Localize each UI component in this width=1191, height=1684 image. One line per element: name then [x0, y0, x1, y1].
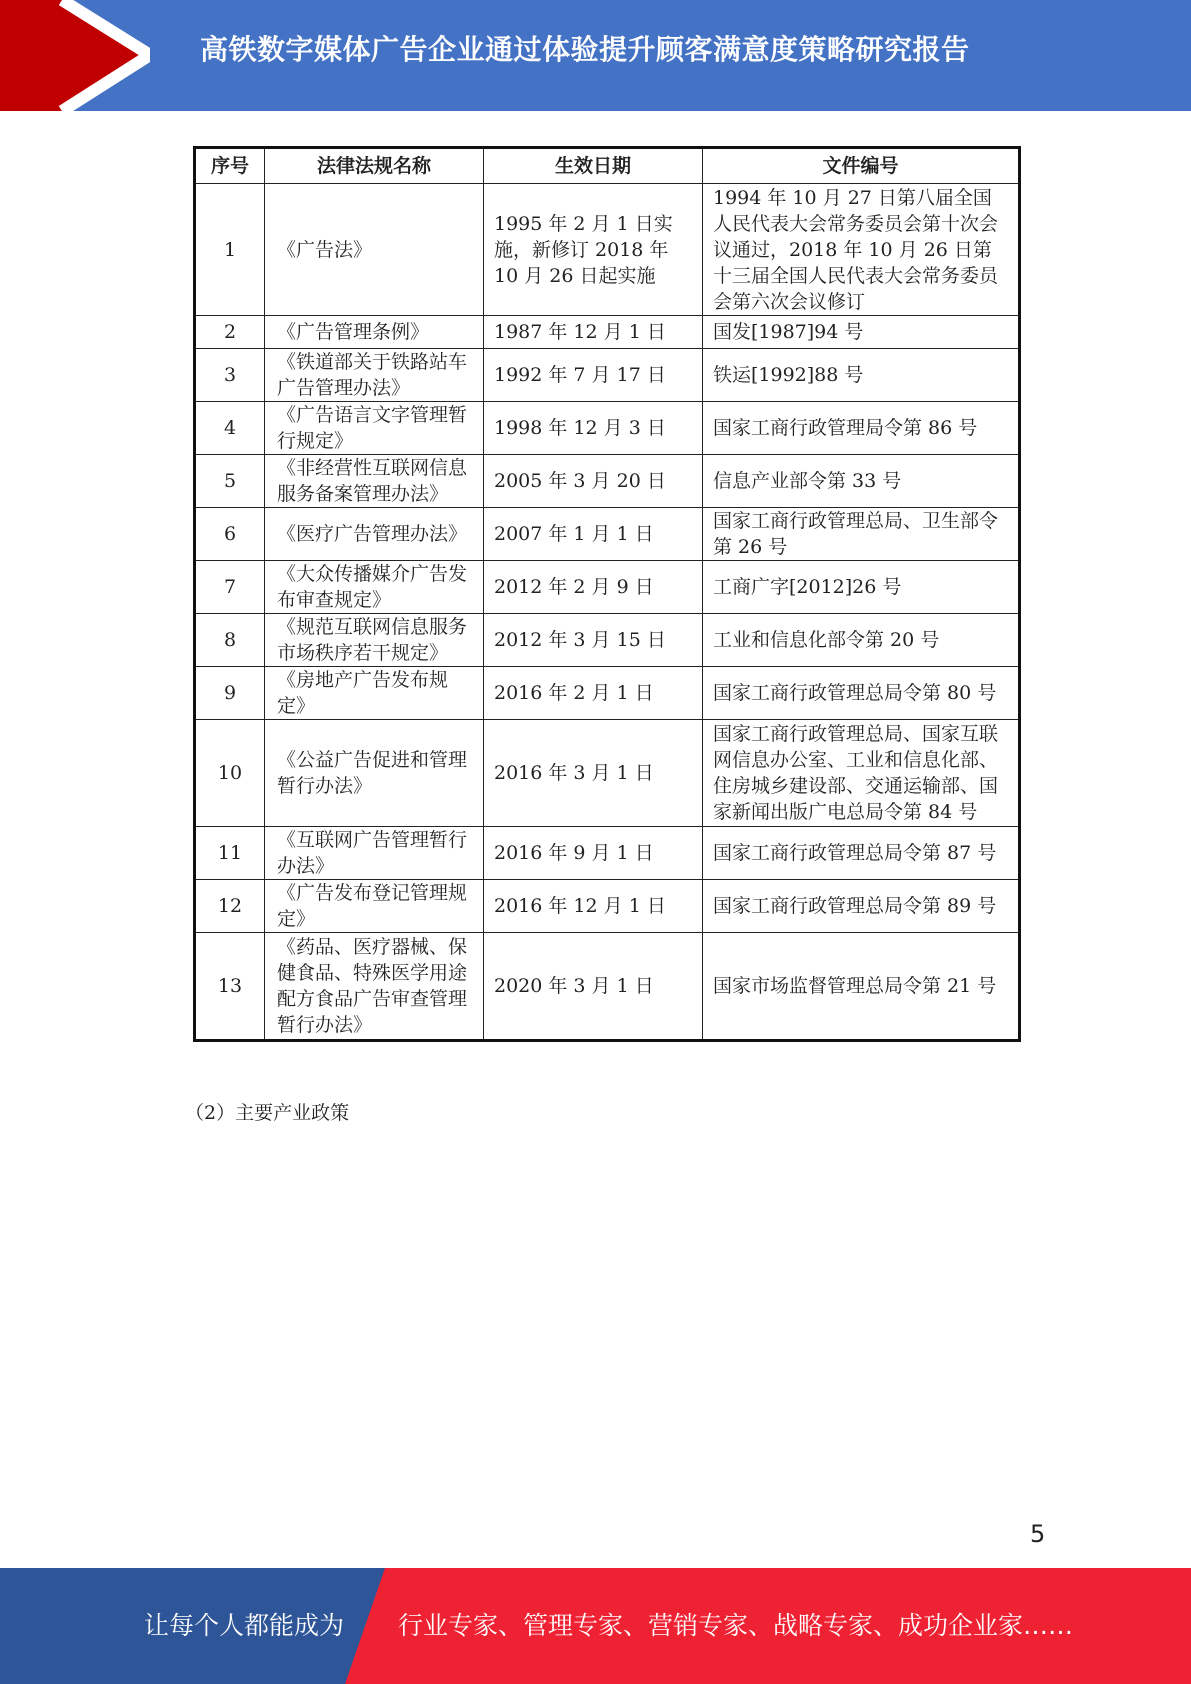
footer-slogan-right: 行业专家、管理专家、营销专家、战略专家、成功企业家……	[398, 1611, 1074, 1640]
cell-doc: 铁运[1992]88 号	[703, 349, 1020, 402]
table-row	[195, 933, 1020, 1041]
page-header	[0, 0, 1191, 111]
cell-no: 13	[195, 933, 265, 1041]
cell-no: 2	[195, 316, 265, 349]
cell-date: 2012 年 2 月 9 日	[484, 561, 703, 614]
cell-name: 《铁道部关于铁路站车广告管理办法》	[265, 349, 484, 402]
regulations-table-wrap	[193, 146, 1018, 1042]
table-row	[195, 455, 1020, 508]
cell-name: 《广告法》	[265, 184, 484, 316]
cell-no: 6	[195, 508, 265, 561]
footer-slogan-left: 让每个人都能成为	[144, 1611, 345, 1640]
cell-name: 《广告管理条例》	[265, 316, 484, 349]
cell-doc: 1994 年 10 月 27 日第八届全国人民代表大会常务委员会第十次会议通过，2018 年 10 月 26 日第十三届全国人民代表大会常务委员会第六次会议修订	[703, 184, 1020, 316]
cell-date: 2012 年 3 月 15 日	[484, 614, 703, 667]
cell-name: 《药品、医疗器械、保健食品、特殊医学用途配方食品广告审查管理暂行办法》	[265, 933, 484, 1041]
cell-name: 《广告语言文字管理暂行规定》	[265, 402, 484, 455]
cell-no: 4	[195, 402, 265, 455]
cell-date: 1987 年 12 月 1 日	[484, 316, 703, 349]
cell-doc: 国家市场监督管理总局令第 21 号	[703, 933, 1020, 1041]
table-row	[195, 720, 1020, 827]
cell-date: 2016 年 12 月 1 日	[484, 880, 703, 933]
cell-date: 2005 年 3 月 20 日	[484, 455, 703, 508]
header-chevron-graphic	[0, 0, 150, 111]
cell-no: 3	[195, 349, 265, 402]
table-row	[195, 316, 1020, 349]
header-doc: 文件编号	[703, 148, 1020, 184]
table-row	[195, 184, 1020, 316]
cell-no: 5	[195, 455, 265, 508]
cell-date: 2016 年 9 月 1 日	[484, 827, 703, 880]
cell-name: 《公益广告促进和管理暂行办法》	[265, 720, 484, 827]
cell-name: 《非经营性互联网信息服务备案管理办法》	[265, 455, 484, 508]
cell-name: 《互联网广告管理暂行办法》	[265, 827, 484, 880]
cell-date: 1992 年 7 月 17 日	[484, 349, 703, 402]
cell-date: 1998 年 12 月 3 日	[484, 402, 703, 455]
cell-no: 7	[195, 561, 265, 614]
cell-doc: 国家工商行政管理总局令第 87 号	[703, 827, 1020, 880]
cell-no: 12	[195, 880, 265, 933]
cell-date: 2007 年 1 月 1 日	[484, 508, 703, 561]
cell-doc: 信息产业部令第 33 号	[703, 455, 1020, 508]
cell-no: 9	[195, 667, 265, 720]
header-name: 法律法规名称	[265, 148, 484, 184]
cell-doc: 国发[1987]94 号	[703, 316, 1020, 349]
cell-doc: 国家工商行政管理总局令第 80 号	[703, 667, 1020, 720]
cell-doc: 工业和信息化部令第 20 号	[703, 614, 1020, 667]
cell-date: 2020 年 3 月 1 日	[484, 933, 703, 1041]
table-row	[195, 349, 1020, 402]
report-title: 高铁数字媒体广告企业通过体验提升顾客满意度策略研究报告	[200, 33, 970, 66]
cell-no: 10	[195, 720, 265, 827]
cell-name: 《医疗广告管理办法》	[265, 508, 484, 561]
cell-date: 2016 年 2 月 1 日	[484, 667, 703, 720]
header-no: 序号	[195, 148, 265, 184]
table-row	[195, 827, 1020, 880]
cell-no: 8	[195, 614, 265, 667]
cell-doc: 国家工商行政管理总局、国家互联网信息办公室、工业和信息化部、住房城乡建设部、交通运输部、国家新闻出版广电总局令第 84 号	[703, 720, 1020, 827]
regulations-table	[193, 146, 1021, 1042]
cell-name: 《大众传播媒介广告发布审查规定》	[265, 561, 484, 614]
page-footer	[0, 1568, 1191, 1684]
cell-name: 《规范互联网信息服务市场秩序若干规定》	[265, 614, 484, 667]
table-row	[195, 667, 1020, 720]
cell-doc: 工商广字[2012]26 号	[703, 561, 1020, 614]
table-header-row	[195, 148, 1020, 184]
table-row	[195, 614, 1020, 667]
cell-name: 《广告发布登记管理规定》	[265, 880, 484, 933]
cell-doc: 国家工商行政管理局令第 86 号	[703, 402, 1020, 455]
cell-doc: 国家工商行政管理总局、卫生部令第 26 号	[703, 508, 1020, 561]
table-row	[195, 561, 1020, 614]
cell-date: 1995 年 2 月 1 日实施，新修订 2018 年 10 月 26 日起实施	[484, 184, 703, 316]
cell-doc: 国家工商行政管理总局令第 89 号	[703, 880, 1020, 933]
cell-no: 11	[195, 827, 265, 880]
table-row	[195, 402, 1020, 455]
cell-date: 2016 年 3 月 1 日	[484, 720, 703, 827]
section-heading: （2）主要产业政策	[185, 1102, 350, 1124]
cell-name: 《房地产广告发布规定》	[265, 667, 484, 720]
cell-no: 1	[195, 184, 265, 316]
page-number: 5	[1030, 1520, 1046, 1548]
table-row	[195, 508, 1020, 561]
table-row	[195, 880, 1020, 933]
header-date: 生效日期	[484, 148, 703, 184]
